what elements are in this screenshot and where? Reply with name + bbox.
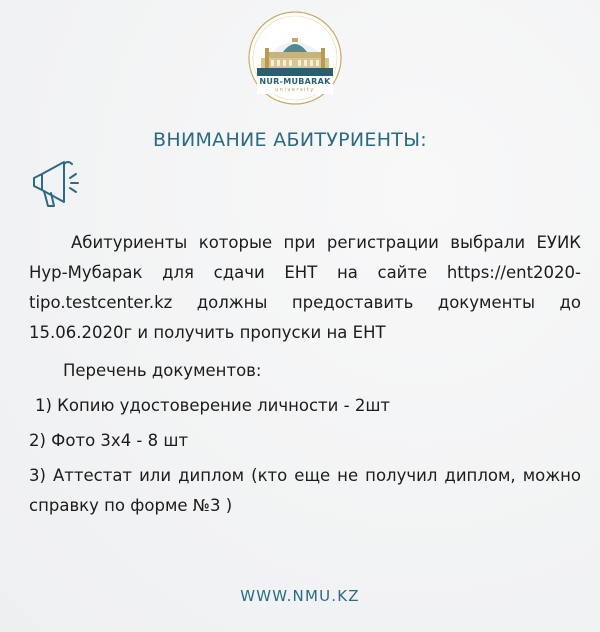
- website-link[interactable]: WWW.NMU.KZ: [240, 587, 360, 605]
- document-item-3: 3) Аттестат или диплом (кто еще не получил диплом, можно справку по форме №3 ): [29, 466, 581, 515]
- announcement-body: [29, 228, 581, 521]
- documents-heading: Перечень документов:: [63, 361, 262, 380]
- logo-subtitle: university: [275, 87, 315, 93]
- university-logo-icon: [245, 8, 345, 108]
- announcement-paragraph: Абитуриенты которые при регистрации выбрали ЕУИК Нур-Мубарак для сдачи ЕНТ на сайте https://ent2020-tipo.testcenter.kz должны предоставить документы до 15.06.2020г и получить пропуски на ЕНТ: [29, 233, 581, 342]
- page-title: ВНИМАНИЕ АБИТУРИЕНТЫ:: [153, 129, 427, 151]
- logo-name: NUR-MUBARAK: [259, 77, 331, 86]
- document-item-1: 1) Копию удостоверение личности - 2шт: [35, 396, 391, 415]
- university-logo: [245, 8, 345, 108]
- megaphone-icon: [28, 152, 80, 210]
- document-item-2: 2) Фото 3х4 - 8 шт: [29, 431, 189, 450]
